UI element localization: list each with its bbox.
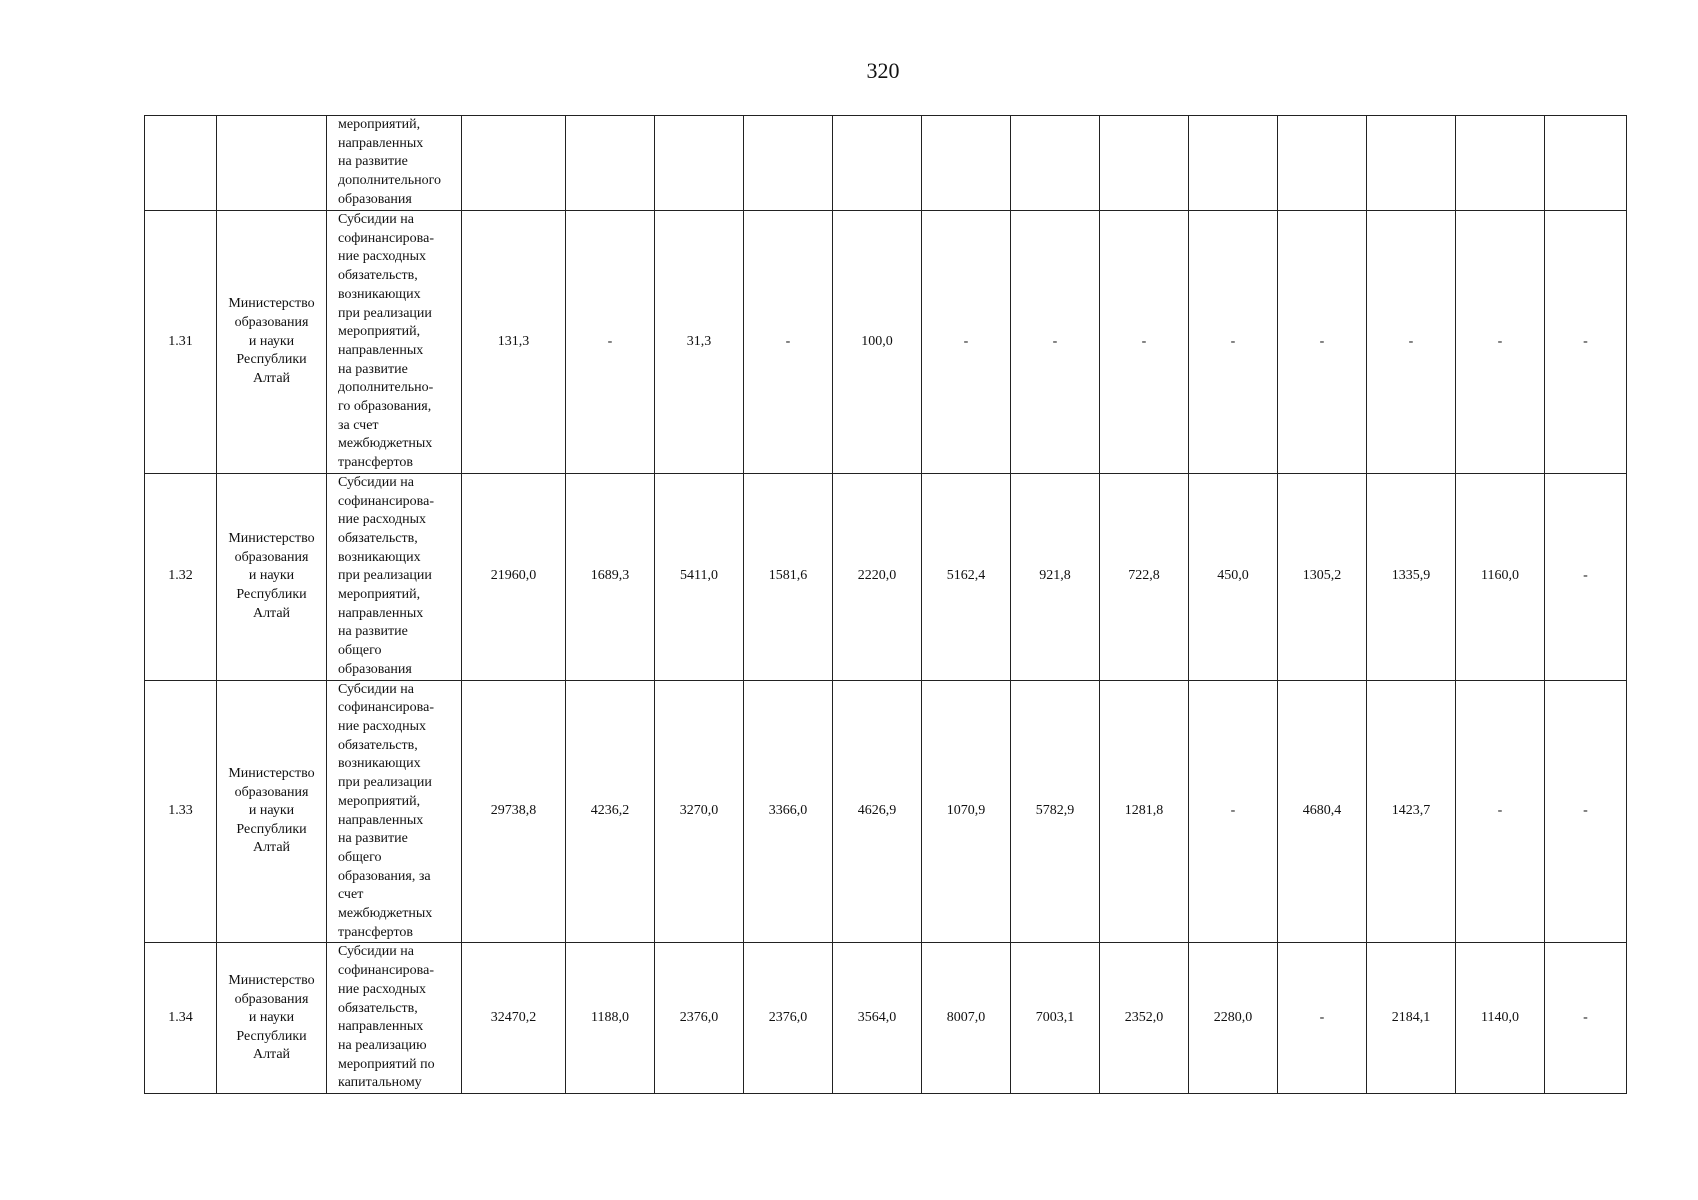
- value-cell: 3564,0: [833, 943, 922, 1094]
- value-cell: 1188,0: [566, 943, 655, 1094]
- value-cell: [1011, 116, 1100, 211]
- table-row: [145, 943, 1627, 1094]
- value-cell: 31,3: [655, 211, 744, 474]
- value-cell: 1160,0: [1456, 473, 1545, 680]
- value-cell: 1423,7: [1367, 680, 1456, 943]
- value-cell: 1281,8: [1100, 680, 1189, 943]
- value-cell: -: [1545, 680, 1627, 943]
- value-cell: [655, 116, 744, 211]
- responsible-org-cell: Министерство образования и науки Республики Алтай: [217, 680, 327, 943]
- value-cell: 131,3: [462, 211, 566, 474]
- value-cell: -: [1545, 473, 1627, 680]
- value-cell: -: [1011, 211, 1100, 474]
- value-cell: 3270,0: [655, 680, 744, 943]
- value-cell: [462, 116, 566, 211]
- value-cell: -: [1367, 211, 1456, 474]
- value-cell: 2376,0: [655, 943, 744, 1094]
- value-cell: 1335,9: [1367, 473, 1456, 680]
- value-cell: 29738,8: [462, 680, 566, 943]
- value-cell: [1367, 116, 1456, 211]
- value-cell: 450,0: [1189, 473, 1278, 680]
- description-cell: Субсидии на софинансирова- ние расходных обязательств, возникающих при реализации мероприятий, направленных на развитие дополнительно- го образования, за счет межбюджетных трансфертов: [327, 211, 462, 474]
- page-number: 320: [866, 58, 900, 83]
- value-cell: 2280,0: [1189, 943, 1278, 1094]
- value-cell: -: [922, 211, 1011, 474]
- value-cell: -: [1100, 211, 1189, 474]
- value-cell: 2220,0: [833, 473, 922, 680]
- value-cell: [1189, 116, 1278, 211]
- value-cell: -: [1545, 943, 1627, 1094]
- value-cell: -: [1278, 943, 1367, 1094]
- responsible-org-cell: Министерство образования и науки Республики Алтай: [217, 473, 327, 680]
- value-cell: 3366,0: [744, 680, 833, 943]
- value-cell: [922, 116, 1011, 211]
- value-cell: 21960,0: [462, 473, 566, 680]
- description-cell: мероприятий, направленных на развитие дополнительного образования: [327, 116, 462, 211]
- table-row: [145, 680, 1627, 943]
- table-row: [145, 116, 1627, 211]
- row-number-cell: 1.33: [145, 680, 217, 943]
- value-cell: -: [1278, 211, 1367, 474]
- value-cell: 8007,0: [922, 943, 1011, 1094]
- value-cell: -: [744, 211, 833, 474]
- value-cell: [1456, 116, 1545, 211]
- row-number-cell: [145, 116, 217, 211]
- value-cell: 1689,3: [566, 473, 655, 680]
- value-cell: -: [1456, 680, 1545, 943]
- value-cell: -: [1189, 211, 1278, 474]
- value-cell: -: [1545, 211, 1627, 474]
- value-cell: 7003,1: [1011, 943, 1100, 1094]
- value-cell: 4626,9: [833, 680, 922, 943]
- value-cell: 722,8: [1100, 473, 1189, 680]
- description-cell: Субсидии на софинансирова- ние расходных обязательств, направленных на реализацию мероприятий по капитальному: [327, 943, 462, 1094]
- responsible-org-cell: [217, 116, 327, 211]
- value-cell: 1140,0: [1456, 943, 1545, 1094]
- value-cell: 2184,1: [1367, 943, 1456, 1094]
- value-cell: 1070,9: [922, 680, 1011, 943]
- value-cell: 4680,4: [1278, 680, 1367, 943]
- description-cell: Субсидии на софинансирова- ние расходных обязательств, возникающих при реализации мероприятий, направленных на развитие общего образования, за счет межбюджетных трансфертов: [327, 680, 462, 943]
- value-cell: [1545, 116, 1627, 211]
- value-cell: [833, 116, 922, 211]
- budget-table: [144, 115, 1627, 1094]
- table-row: [145, 473, 1627, 680]
- value-cell: [744, 116, 833, 211]
- value-cell: [566, 116, 655, 211]
- value-cell: -: [566, 211, 655, 474]
- responsible-org-cell: Министерство образования и науки Республики Алтай: [217, 211, 327, 474]
- value-cell: 2376,0: [744, 943, 833, 1094]
- value-cell: 921,8: [1011, 473, 1100, 680]
- table-body: [145, 116, 1627, 1094]
- description-cell: Субсидии на софинансирова- ние расходных обязательств, возникающих при реализации мероприятий, направленных на развитие общего образования: [327, 473, 462, 680]
- value-cell: [1100, 116, 1189, 211]
- value-cell: 5162,4: [922, 473, 1011, 680]
- value-cell: 1581,6: [744, 473, 833, 680]
- value-cell: -: [1189, 680, 1278, 943]
- row-number-cell: 1.34: [145, 943, 217, 1094]
- table-row: [145, 211, 1627, 474]
- row-number-cell: 1.32: [145, 473, 217, 680]
- value-cell: 2352,0: [1100, 943, 1189, 1094]
- value-cell: 1305,2: [1278, 473, 1367, 680]
- value-cell: 32470,2: [462, 943, 566, 1094]
- value-cell: -: [1456, 211, 1545, 474]
- value-cell: [1278, 116, 1367, 211]
- value-cell: 4236,2: [566, 680, 655, 943]
- value-cell: 5411,0: [655, 473, 744, 680]
- responsible-org-cell: Министерство образования и науки Республики Алтай: [217, 943, 327, 1094]
- row-number-cell: 1.31: [145, 211, 217, 474]
- value-cell: 5782,9: [1011, 680, 1100, 943]
- value-cell: 100,0: [833, 211, 922, 474]
